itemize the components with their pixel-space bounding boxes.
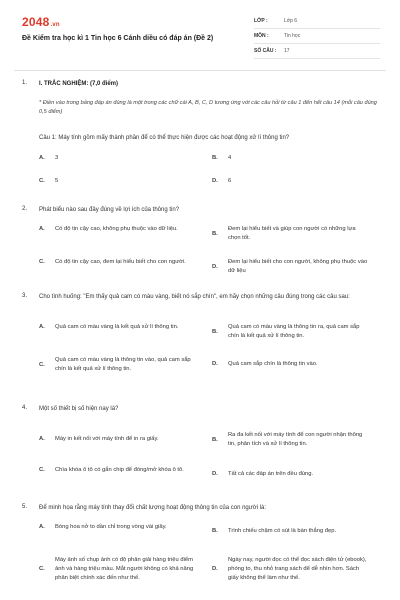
option-d[interactable]: [212, 177, 368, 186]
meta-row-subject: [254, 29, 380, 44]
question-text: I. TRẮC NGHIỆM: (7,0 điểm): [39, 81, 119, 87]
option-letter: D.: [212, 263, 218, 270]
page-header: [0, 0, 400, 62]
option-text: Ngày nay, người đọc có thể đọc sách điện tử (ebook), phóng to, thu nhỏ trang sách để dễ nhìn hơn. Sách giấy không thể làm như thế.: [228, 557, 367, 581]
option-d[interactable]: [212, 556, 368, 583]
document-title: Đề Kiểm tra học kì 1 Tin học 6 Cánh diều có đáp án (Đề 2): [22, 35, 214, 42]
option-a[interactable]: [39, 435, 195, 444]
option-c[interactable]: [39, 466, 195, 475]
meta-value: Tin học: [284, 33, 301, 39]
question-text: Để minh họa rằng máy tính thay đổi chất lượng hoạt động thông tin của con người là:: [39, 505, 267, 511]
option-letter: C.: [39, 259, 45, 265]
option-text: Máy in kết nối với máy tính để in ra giấy.: [55, 436, 159, 442]
option-b[interactable]: [212, 323, 368, 341]
option-letter: B.: [212, 436, 218, 443]
meta-table: [254, 14, 380, 59]
question-number: 5.: [22, 504, 28, 510]
meta-value: 17: [284, 48, 290, 54]
option-letter: C.: [39, 361, 45, 368]
site-logo[interactable]: [22, 15, 60, 29]
option-text: Có độ tin cậy cao, đem lại hiểu biết cho con người.: [55, 259, 186, 265]
option-letter: C.: [39, 178, 45, 184]
option-c[interactable]: [39, 177, 195, 186]
option-letter: B.: [212, 230, 218, 237]
option-letter: B.: [212, 155, 218, 161]
option-text: Tất cả các đáp án trên đều đúng.: [228, 471, 314, 477]
meta-label: MÔN :: [254, 33, 269, 39]
meta-label: LỚP :: [254, 18, 268, 24]
option-b[interactable]: [212, 431, 368, 449]
option-text: 3: [55, 155, 59, 161]
option-letter: A.: [39, 524, 45, 530]
logo-text: 2048: [22, 15, 50, 29]
meta-row-class: [254, 14, 380, 29]
option-letter: B.: [212, 328, 218, 335]
header-divider: [14, 70, 386, 71]
option-text: Quả cam có màu vàng là thông tin ra, quả cam sắp chín là kết quả xử lí thông tin.: [228, 324, 360, 339]
option-letter: A.: [39, 155, 45, 161]
option-b[interactable]: [212, 527, 368, 536]
option-letter: A.: [39, 436, 45, 442]
question-number: 4.: [22, 405, 28, 411]
option-a[interactable]: [39, 323, 195, 332]
option-c[interactable]: [39, 258, 195, 267]
option-c[interactable]: [39, 356, 195, 374]
option-d[interactable]: [212, 360, 368, 369]
option-text: Máy ảnh số chụp ảnh có độ phân giải hàng triệu điểm ảnh và hàng triệu màu. Mắt người không có khả năng phân biệt chính xác đến như thế.: [55, 557, 194, 581]
option-text: Đem lại hiểu biết và giúp con người có những lựa chọn tốt.: [228, 226, 356, 241]
option-letter: D.: [212, 566, 218, 572]
option-letter: D.: [212, 471, 218, 477]
option-letter: A.: [39, 324, 45, 330]
option-text: Quả cam sắp chín là thông tin vào.: [228, 361, 318, 367]
option-text: Quả cam có màu vàng là kết quả xử lí thông tin.: [55, 324, 179, 330]
option-c[interactable]: [39, 556, 195, 583]
meta-value: Lớp 6: [284, 18, 298, 24]
option-text: Có độ tin cậy cao, không phụ thuộc vào dữ liệu.: [55, 226, 178, 232]
option-letter: C.: [39, 566, 45, 572]
option-letter: B.: [212, 528, 218, 534]
option-letter: A.: [39, 226, 45, 232]
option-a[interactable]: [39, 225, 195, 234]
question-text: Một số thiết bị số hiện nay là?: [39, 406, 119, 412]
question-text: Cho tình huống: "Em thấy quả cam có màu vàng, biết nó sắp chín", em hãy chọn những câu đúng trong các câu sau:: [39, 294, 350, 300]
option-text: Đem lại hiểu biết cho con người, không phụ thuộc vào dữ liệu: [228, 259, 368, 274]
option-text: Trình chiếu chậm có sút là bàn thắng đẹp.: [228, 528, 337, 534]
meta-label: SỐ CÂU :: [254, 48, 277, 54]
option-text: Bóng hoa nở to dần chỉ trong vòng vài giây.: [55, 524, 167, 530]
question-number: 1.: [22, 80, 28, 86]
option-text: Chìa khóa ô tô có gắn chip để đóng/mở khóa ô tô.: [55, 467, 184, 473]
option-d[interactable]: [212, 470, 368, 479]
option-d[interactable]: [212, 258, 368, 276]
question-number: 2.: [22, 206, 28, 212]
question-subtext: Câu 1: Máy tính gồm mấy thành phần để có thể thực hiện được các hoạt động xử lí thông tin?: [39, 135, 290, 141]
option-b[interactable]: [212, 225, 368, 243]
option-text: Quả cam có màu vàng là thông tin vào, quả cam sắp chín là kết quả xử lí thông tin.: [55, 357, 191, 372]
meta-row-count: [254, 44, 380, 59]
option-letter: D.: [212, 178, 218, 184]
option-text: 5: [55, 178, 59, 184]
question-text: Phát biểu nào sau đây đúng về lợi ích của thông tin?: [39, 207, 180, 213]
logo-suffix: .vn: [50, 22, 60, 28]
question-number: 3.: [22, 293, 28, 299]
option-text: 6: [228, 178, 232, 184]
option-text: Ra đa kết nối với máy tính để con người nhận thông tin, phân tích và xử lí thông tin.: [228, 432, 363, 447]
instruction-note: * Điền vào trong bảng đáp án đúng là một trong các chữ cái A, B, C, D tương ứng với các câu hỏi từ câu 1 đến hết câu 14 (mỗi câu đúng 0,5 điểm): [39, 100, 377, 115]
option-b[interactable]: [212, 154, 368, 163]
option-a[interactable]: [39, 154, 195, 163]
option-letter: C.: [39, 467, 45, 473]
option-letter: D.: [212, 361, 218, 367]
option-a[interactable]: [39, 523, 195, 532]
option-text: 4: [228, 155, 232, 161]
